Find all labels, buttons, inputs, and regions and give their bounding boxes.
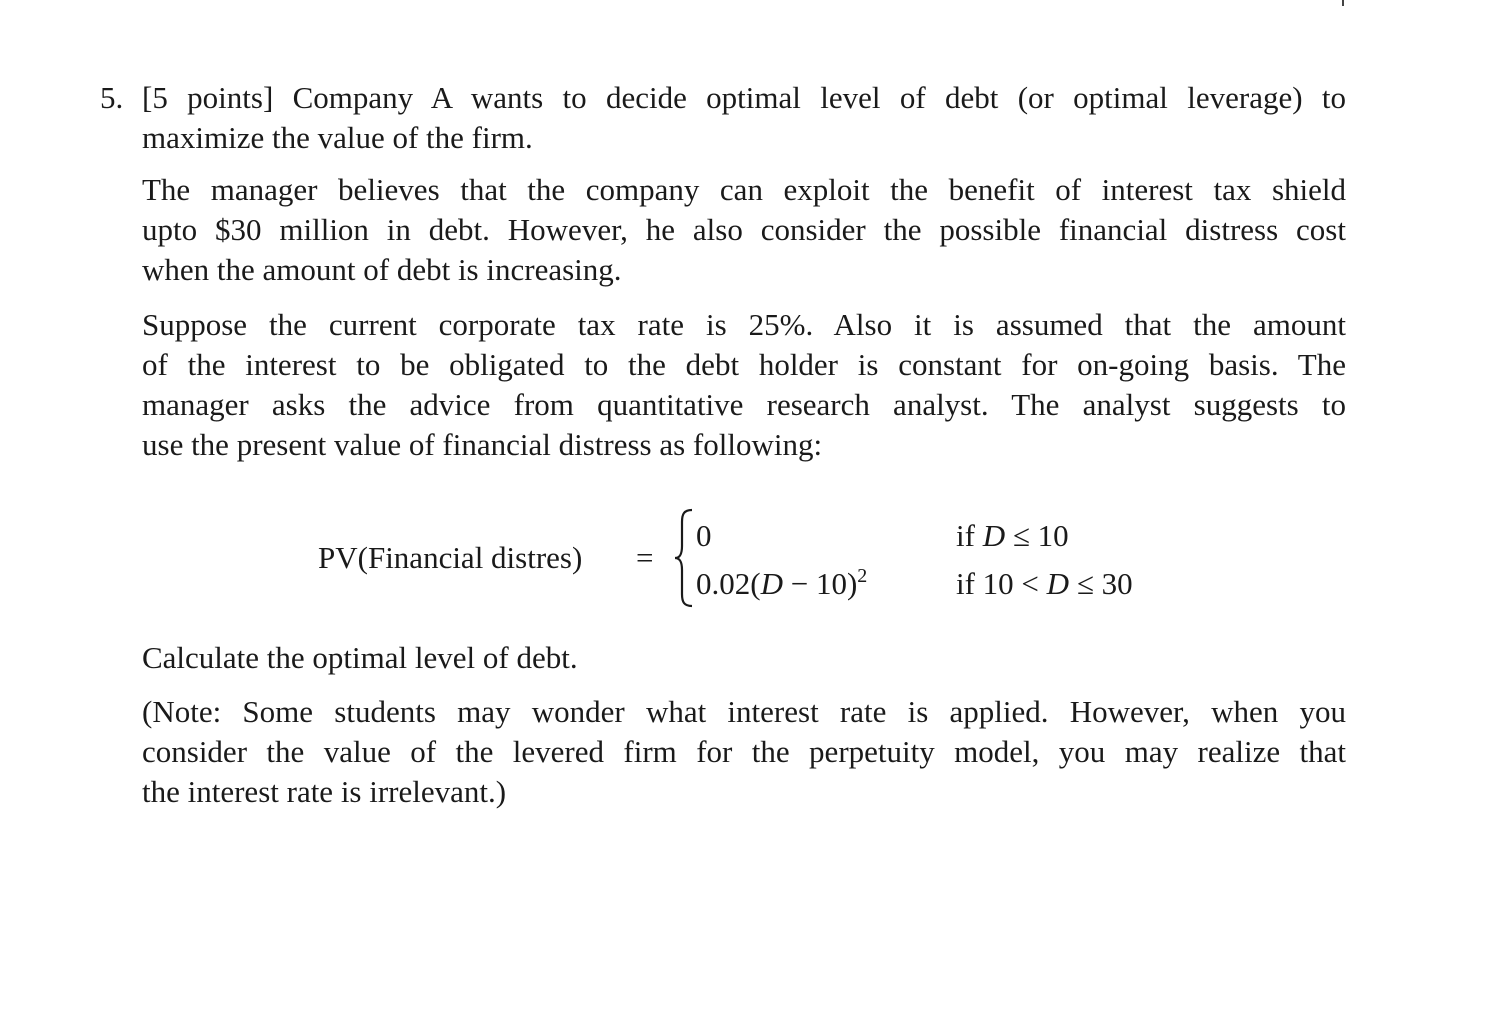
case1-value: 0	[696, 518, 712, 553]
case2-variable: D	[760, 566, 783, 601]
paragraph-tax-rate	[142, 305, 1346, 465]
question-header-line: maximize the value of the firm.	[142, 120, 533, 155]
case1-condition-variable: D	[982, 518, 1006, 553]
task-instruction: Calculate the optimal level of debt.	[142, 640, 578, 675]
note-line: consider the value of the levered firm for the perpetuity model, you may realize that	[142, 734, 1346, 769]
case2-value-suffix: − 10)	[782, 566, 858, 601]
case1-condition-prefix: if	[956, 518, 983, 553]
question-header	[142, 78, 1346, 158]
case1-condition-suffix: ≤ 10	[1005, 518, 1069, 553]
note-paragraph	[142, 692, 1346, 812]
paragraph-line: when the amount of debt is increasing.	[142, 252, 622, 287]
equation-lhs: PV(Financial distres)	[318, 540, 583, 575]
left-brace	[672, 506, 696, 610]
case1-condition	[956, 516, 1069, 556]
question-number: 5.	[100, 80, 124, 115]
case2-condition	[956, 564, 1133, 604]
case2-condition-variable: D	[1046, 566, 1070, 601]
case2-condition-suffix: ≤ 30	[1069, 566, 1133, 601]
case2-value-prefix: 0.02(	[696, 566, 761, 601]
note-line: (Note: Some students may wonder what interest rate is applied. However, when you	[142, 694, 1346, 729]
paragraph-interest-tax-shield	[142, 170, 1346, 290]
paragraph-line: Suppose the current corporate tax rate is 25%. Also it is assumed that the amount	[142, 307, 1346, 342]
paragraph-line: of the interest to be obligated to the debt holder is constant for on-going basis. The	[142, 347, 1346, 382]
case2-exponent: 2	[857, 565, 868, 587]
note-line: the interest rate is irrelevant.)	[142, 774, 507, 809]
paragraph-line: upto $30 million in debt. However, he also consider the possible financial distress cost	[142, 212, 1346, 247]
page-edge-mark	[1342, 0, 1344, 6]
paragraph-line: The manager believes that the company can exploit the benefit of interest tax shield	[142, 172, 1346, 207]
case2-value	[696, 564, 867, 604]
case2-condition-prefix: if 10 <	[956, 566, 1047, 601]
paragraph-line: use the present value of financial distress as following:	[142, 427, 823, 462]
paragraph-line: manager asks the advice from quantitative research analyst. The analyst suggests to	[142, 387, 1346, 422]
equation-equals: =	[636, 540, 654, 575]
question-header-line: [5 points] Company A wants to decide optimal level of debt (or optimal leverage) to	[142, 80, 1346, 115]
